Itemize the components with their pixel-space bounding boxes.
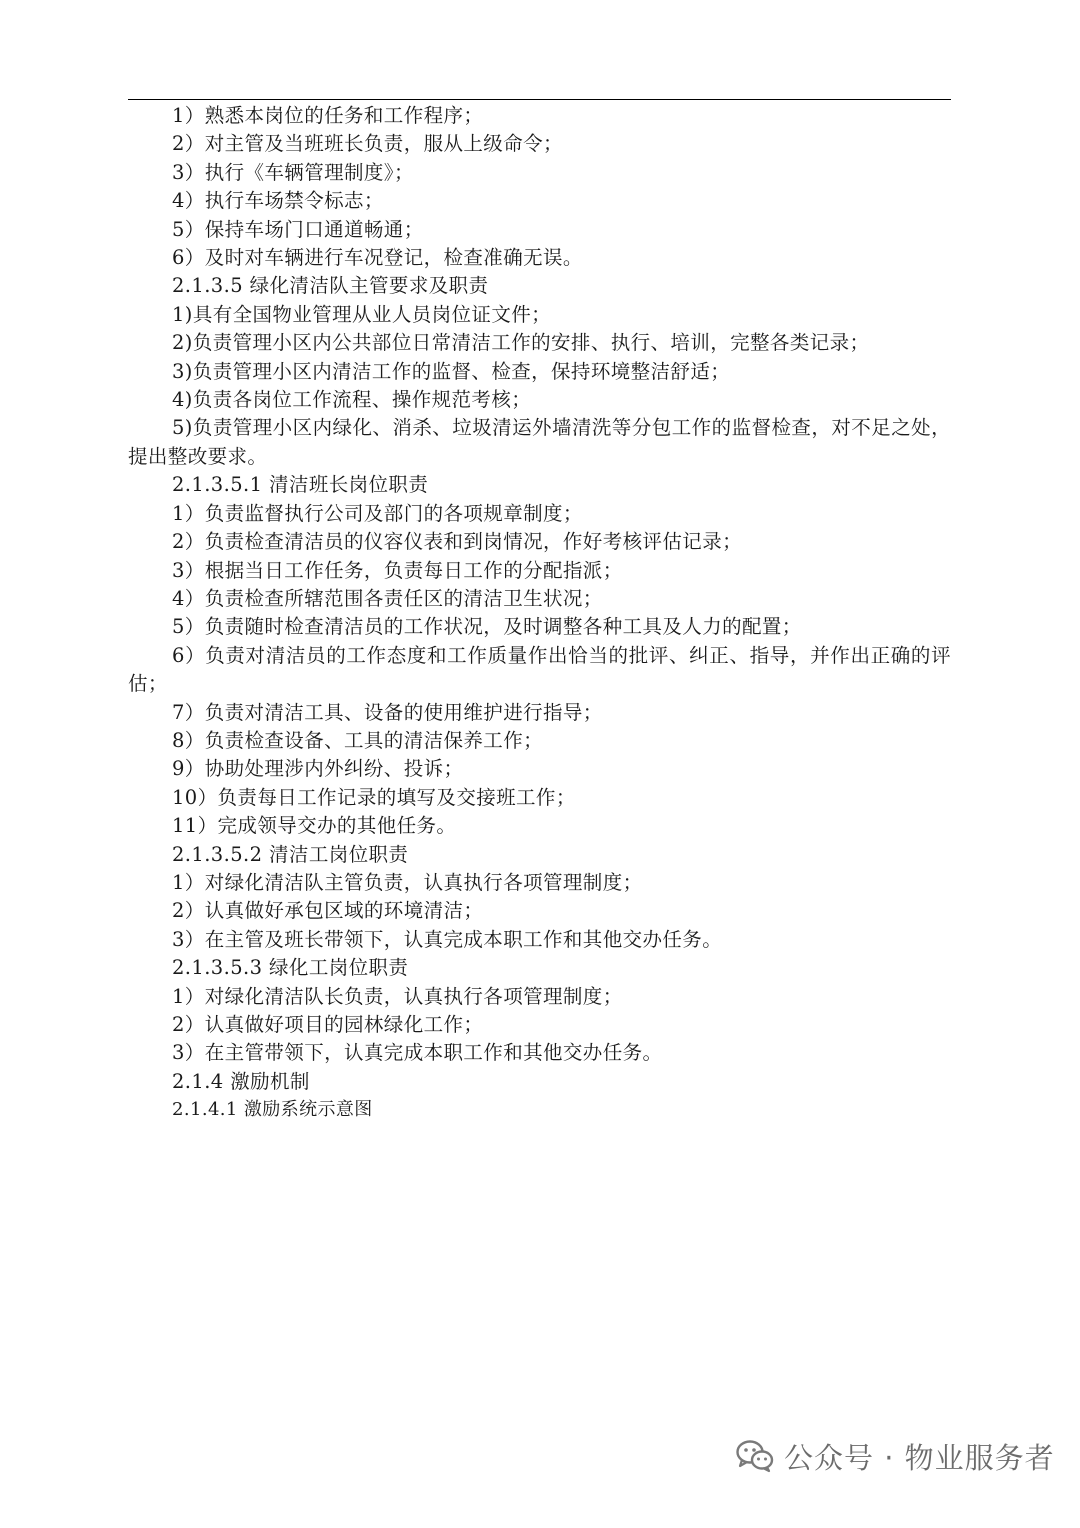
section-heading: 2.1.3.5.2 清洁工岗位职责 <box>172 842 409 866</box>
list-item: 1）熟悉本岗位的任务和工作程序； <box>172 104 484 127</box>
document-body <box>128 102 951 1125</box>
section-heading: 2.1.3.5.3 绿化工岗位职责 <box>172 956 409 980</box>
figure-caption: 2.1.4.1 激励系统示意图 <box>172 1099 373 1121</box>
list-item: 9）协助处理涉内外纠纷、投诉； <box>172 757 464 781</box>
section-heading: 2.1.3.5 绿化清洁队主管要求及职责 <box>172 274 489 298</box>
list-item: 2）对主管及当班班长负责，服从上级命令； <box>172 132 563 156</box>
header-rule <box>128 99 951 100</box>
list-item: 2）认真做好项目的园林绿化工作； <box>172 1013 484 1036</box>
section-heading: 2.1.3.5.1 清洁班长岗位职责 <box>172 473 429 497</box>
list-item: 1)具有全国物业管理从业人员岗位证文件； <box>172 302 552 326</box>
list-item: 10）负责每日工作记录的填写及交接班工作； <box>172 785 576 809</box>
list-item: 7）负责对清洁工具、设备的使用维护进行指导； <box>172 700 603 724</box>
list-item: 11）完成领导交办的其他任务。 <box>172 814 457 838</box>
list-item-wrapped: 6）负责对清洁员的工作态度和工作质量作出恰当的批评、纠正、指导，并作出正确的评估； <box>128 643 951 696</box>
list-item: 3）在主管及班长带领下，认真完成本职工作和其他交办任务。 <box>172 927 723 951</box>
watermark <box>736 1426 1055 1486</box>
watermark-text: 公众号 · 物业服务者 <box>784 1440 1055 1475</box>
list-item: 3)负责管理小区内清洁工作的监督、检查，保持环境整洁舒适； <box>172 359 731 383</box>
list-item: 1）对绿化清洁队长负责，认真执行各项管理制度； <box>172 984 623 1008</box>
list-item: 2)负责管理小区内公共部位日常清洁工作的安排、执行、培训，完整各类记录； <box>172 331 870 355</box>
list-item: 4）执行车场禁令标志； <box>172 189 384 213</box>
list-item: 5）负责随时检查清洁员的工作状况，及时调整各种工具及人力的配置； <box>172 615 802 639</box>
list-item-wrapped: 5)负责管理小区内绿化、消杀、垃圾清运外墙清洗等分包工作的监督检查，对不足之处，提出整改要求。 <box>128 416 951 468</box>
list-item: 3）执行《车辆管理制度》； <box>172 160 414 184</box>
list-item: 1）对绿化清洁队主管负责，认真执行各项管理制度； <box>172 870 643 894</box>
list-item: 3）在主管带领下，认真完成本职工作和其他交办任务。 <box>172 1041 663 1065</box>
wechat-icon <box>736 1439 774 1473</box>
list-item: 8）负责检查设备、工具的清洁保养工作； <box>172 728 544 752</box>
list-item: 1）负责监督执行公司及部门的各项规章制度； <box>172 501 583 525</box>
list-item: 6）及时对车辆进行车况登记，检查准确无误。 <box>172 246 583 270</box>
section-heading: 2.1.4 激励机制 <box>172 1069 310 1093</box>
list-item: 5）保持车场门口通道畅通； <box>172 217 424 241</box>
list-item: 2）认真做好承包区域的环境清洁； <box>172 899 484 923</box>
list-item: 3）根据当日工作任务，负责每日工作的分配指派； <box>172 558 623 582</box>
list-item: 4)负责各岗位工作流程、操作规范考核； <box>172 388 532 412</box>
list-item: 2）负责检查清洁员的仪容仪表和到岗情况，作好考核评估记录； <box>172 530 743 554</box>
list-item: 4）负责检查所辖范围各责任区的清洁卫生状况； <box>172 586 603 610</box>
